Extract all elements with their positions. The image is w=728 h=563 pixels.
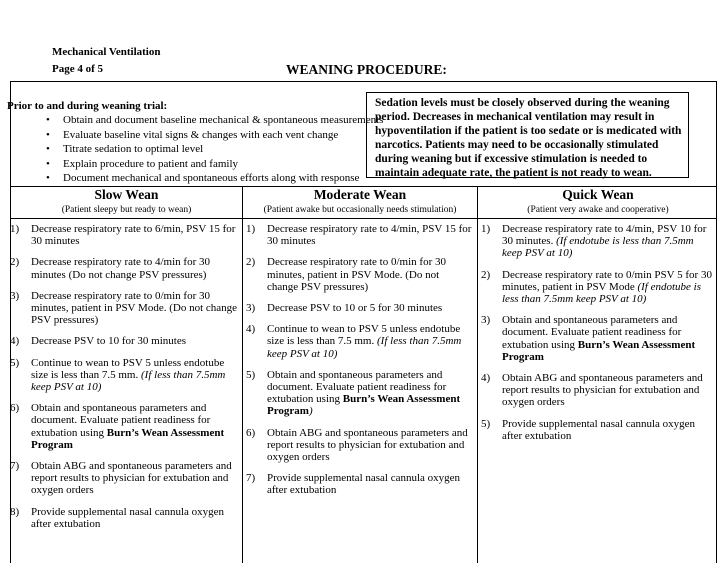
step-number: 3) xyxy=(10,289,20,302)
step-item xyxy=(481,418,713,442)
step-note: (If less than 7.5mm keep PSV at 10) xyxy=(267,335,462,360)
page-title: WEANING PROCEDURE: xyxy=(286,62,447,77)
document-category: Mechanical Ventilation xyxy=(52,46,161,58)
step-text: Obtain ABG and spontaneous parameters and report results to physician for extubation and oxygen orders xyxy=(31,460,232,497)
step-text: Obtain and spontaneous parameters and document. Evaluate patient readiness for extubation using xyxy=(267,368,447,406)
step-text: Provide supplemental nasal cannula oxygen after extubation xyxy=(502,417,696,442)
step-number: 4) xyxy=(481,372,491,385)
column-subtitle: (Patient awake but occasionally needs stimulation) xyxy=(263,205,457,215)
step-text: Decrease PSV to 10 for 30 minutes xyxy=(31,335,186,348)
step-text: Obtain and spontaneous parameters and document. Evaluate patient readiness for extubation using xyxy=(502,314,682,351)
step-number: 2) xyxy=(10,256,20,269)
step-number: 1) xyxy=(246,223,256,235)
step-item xyxy=(10,402,238,451)
step-text: Decrease respiratory rate to 4/min, PSV 15 for 30 minutes xyxy=(267,223,472,248)
step-item xyxy=(246,302,472,314)
step-number: 1) xyxy=(10,223,20,235)
step-text: Decrease PSV to 10 or 5 for 30 minutes xyxy=(267,302,443,315)
step-text: Provide supplemental nasal cannula oxygen after extubation xyxy=(267,472,461,497)
step-number: 4) xyxy=(246,323,256,336)
step-item xyxy=(10,290,238,327)
step-number: 4) xyxy=(10,335,20,348)
step-note: ) xyxy=(308,405,313,418)
procedure-table xyxy=(7,81,717,563)
step-text: Decrease respiratory rate to 4/min, PSV 10 for 30 minutes. xyxy=(502,223,707,248)
prior-to-weaning xyxy=(7,99,383,185)
step-item xyxy=(481,269,713,306)
step-item xyxy=(246,472,472,496)
slow-wean-header xyxy=(11,186,242,215)
moderate-wean-header xyxy=(243,186,477,215)
step-text: Obtain ABG and spontaneous parameters and report results to physician for extubation and oxygen orders xyxy=(502,372,703,409)
column-title: Slow Wean xyxy=(94,187,159,202)
page-number: Page 4 of 5 xyxy=(52,63,104,75)
step-item xyxy=(10,460,238,497)
prior-item: • Titrate sedation to optimal level xyxy=(63,142,383,156)
step-item xyxy=(246,223,472,247)
step-number: 8) xyxy=(10,505,20,518)
step-text: Decrease respiratory rate to 4/min for 30 minutes (Do not change PSV pressures) xyxy=(31,256,210,281)
step-item xyxy=(246,369,472,418)
prerequisites-section xyxy=(7,82,716,187)
step-text: Obtain and spontaneous parameters and document. Evaluate patient readiness for extubation using xyxy=(31,402,211,439)
prior-item: • Obtain and document baseline mechanical & spontaneous measurements xyxy=(63,113,383,127)
prior-item: • Document mechanical and spontaneous efforts along with response xyxy=(63,171,383,185)
step-item xyxy=(481,314,713,363)
steps-list xyxy=(10,223,238,530)
step-text: Continue to wean to PSV 5 unless endotube size is less than 7.5 mm. xyxy=(267,323,461,348)
steps-list xyxy=(246,223,472,497)
step-number: 3) xyxy=(481,314,491,327)
step-text: Obtain ABG and spontaneous parameters and report results to physician for extubation and oxygen orders xyxy=(267,426,468,464)
prior-list xyxy=(7,113,383,185)
steps-list xyxy=(481,223,713,442)
step-text: Decrease respiratory rate to 6/min, PSV 15 for 30 minutes xyxy=(31,223,236,248)
step-item xyxy=(10,256,238,280)
slow-wean-column xyxy=(10,223,238,539)
column-divider xyxy=(242,186,243,563)
column-title: Quick Wean xyxy=(562,187,634,202)
step-text: Decrease respiratory rate to 0/min for 30 minutes, patient in PSV Mode. (Do not change PSV pressures) xyxy=(267,256,446,293)
step-note: (If endotube is less than 7.5mm keep PSV at 10) xyxy=(502,235,694,260)
prior-item: • Evaluate baseline vital signs & changes with each vent change xyxy=(63,128,383,142)
column-headers xyxy=(11,186,716,219)
column-subtitle: (Patient very awake and cooperative) xyxy=(527,205,669,215)
step-item xyxy=(10,335,238,347)
step-item xyxy=(10,506,238,530)
step-number: 5) xyxy=(481,417,491,430)
prior-label: Prior to and during weaning trial: xyxy=(7,100,168,112)
assessment-program-ref: Burn’s Wean Assessment Program xyxy=(31,426,225,451)
step-item xyxy=(481,223,713,260)
column-divider xyxy=(477,186,478,563)
step-note: (If less than 7.5mm keep PSV at 10) xyxy=(31,368,226,394)
step-item xyxy=(10,223,238,247)
step-note: (If endotube is less than 7.5mm keep PSV at 10) xyxy=(502,280,702,306)
column-subtitle: (Patient sleepy but ready to wean) xyxy=(61,205,192,215)
step-number: 6) xyxy=(10,402,20,415)
step-number: 6) xyxy=(246,426,256,439)
step-text: Provide supplemental nasal cannula oxygen after extubation xyxy=(31,505,225,530)
step-text: Continue to wean to PSV 5 unless endotube size is less than 7.5 mm. xyxy=(31,356,225,381)
step-number: 7) xyxy=(246,472,256,485)
step-item xyxy=(246,323,472,360)
step-text: Decrease respiratory rate to 0/min PSV 5 for 30 minutes, patient in PSV Mode xyxy=(502,268,712,293)
step-item xyxy=(10,357,238,394)
step-number: 2) xyxy=(246,256,256,269)
step-number: 2) xyxy=(481,268,491,281)
prior-item: • Explain procedure to patient and family xyxy=(63,157,383,171)
column-title: Moderate Wean xyxy=(313,187,407,202)
sedation-note: Sedation levels must be closely observed during the weaning period. Decreases in mechanical ventilation may result in hypoventilation if the patient is too sedate or is medicated with narcotics. Patients may need to be occasionally stimulated during weaning but if excessive stimulation is needed to maintain adequate rate, the patient is not ready to wean. xyxy=(366,92,689,178)
step-item xyxy=(246,256,472,293)
assessment-program-ref: Burn’s Wean Assessment Program xyxy=(502,338,696,363)
moderate-wean-column xyxy=(246,223,472,506)
step-item xyxy=(246,427,472,464)
assessment-program-ref: Burn’s Wean Assessment Program xyxy=(267,393,461,418)
step-text: Decrease respiratory rate to 0/min for 30 minutes, patient in PSV Mode. (Do not change PSV pressures) xyxy=(31,289,238,327)
quick-wean-header xyxy=(478,186,718,215)
step-number: 3) xyxy=(246,302,256,315)
step-number: 1) xyxy=(481,223,491,235)
step-number: 7) xyxy=(10,460,20,473)
step-number: 5) xyxy=(10,356,20,369)
step-number: 5) xyxy=(246,368,256,381)
step-item xyxy=(481,372,713,409)
quick-wean-column xyxy=(481,223,713,451)
